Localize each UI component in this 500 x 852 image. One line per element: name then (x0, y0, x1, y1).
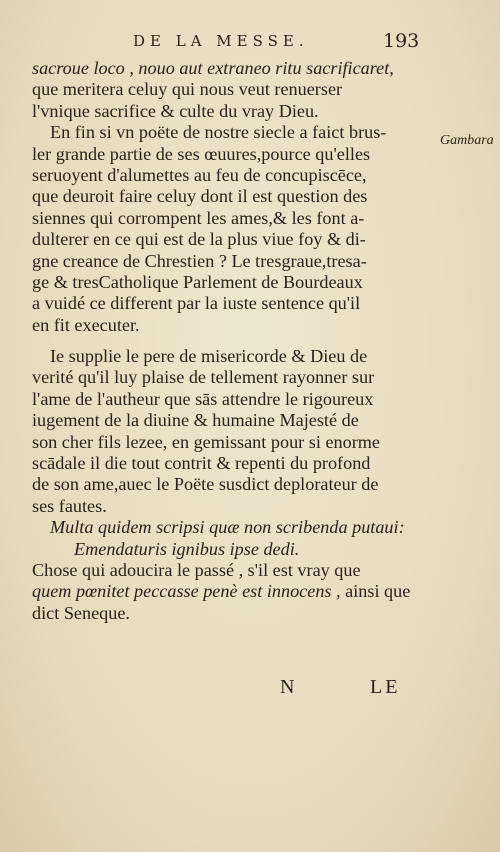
text-line: en fit executer. (32, 314, 140, 335)
text-body (32, 58, 420, 624)
text-line: dict Seneque. (32, 602, 130, 623)
text-line: gne creance de Chrestien ? Le tresgraue,tresa- (32, 250, 367, 271)
text-line: ge & tresCatholique Parlement de Bourdeaux (32, 271, 363, 292)
text-line: siennes qui corrompent les ames,& les font a- (32, 207, 365, 228)
page-number: 193 (383, 30, 420, 52)
text-line: scādale il die tout contrit & repenti du profond (32, 453, 371, 474)
text-line: l'ame de l'autheur que sās attendre le rigoureux (32, 388, 374, 409)
text-line: seruoyent d'alumettes au feu de concupiscēce, (32, 164, 367, 185)
text-line: sacroue loco , nouo aut extraneo ritu sacrificaret, (32, 58, 394, 78)
text-line: a vuidé ce different par la iuste sentence qu'il (32, 293, 361, 314)
text-line: Multa quidem scripsi quæ non scribenda putaui: (50, 517, 405, 538)
text-line: iugement de la diuine & humaine Majesté de (32, 410, 359, 431)
text-line: Ie supplie le pere de misericorde & Dieu de (50, 346, 368, 367)
text-line: En fin si vn poëte de nostre siecle a faict brus- (50, 122, 387, 143)
catchword: LE (370, 676, 401, 698)
signature-mark: N (280, 676, 295, 698)
text-line: l'vnique sacrifice & culte du vray Dieu. (32, 100, 319, 121)
text-line: ses fautes. (32, 495, 107, 516)
text-line: que deuroit faire celuy dont il est question des (32, 186, 368, 207)
marginal-note: Gambara (440, 133, 494, 148)
text-line: Emendaturis ignibus ipse dedi. (74, 538, 300, 559)
text-line: dulterer en ce qui est de la plus viue foy & di- (32, 229, 366, 250)
text-line: verité qu'il luy plaise de tellement rayonner sur (32, 367, 375, 388)
text-line: de son ame,auec le Poëte susdict deplorateur de (32, 474, 379, 495)
text-line: son cher fils lezee, en gemissant pour si enorme (32, 431, 380, 452)
text-line: que meritera celuy qui nous veut renuerser (32, 79, 343, 100)
text-line: quem pœnitet peccasse penè est innocens , ainsi que (32, 581, 411, 602)
text-line: Chose qui adoucira le passé , s'il est vray que (32, 559, 361, 580)
text-line: ler grande partie de ses œuures,pource qu'elles (32, 143, 371, 164)
running-title: DE LA MESSE. (133, 32, 309, 50)
